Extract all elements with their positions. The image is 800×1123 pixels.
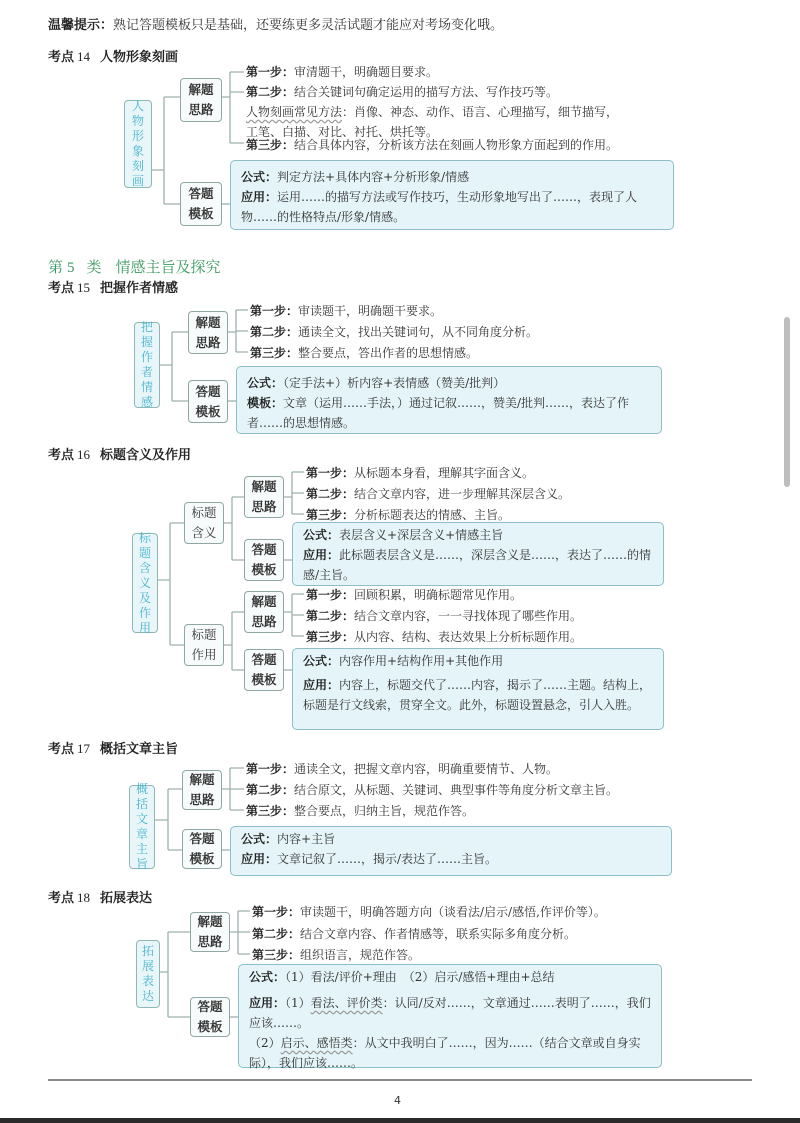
section-heading-k16 <box>48 444 191 463</box>
root-char: 象 <box>131 144 144 158</box>
category-suffix: 类 <box>86 258 102 276</box>
step-3 <box>246 136 618 153</box>
step-label: 第一步： <box>306 588 355 602</box>
node-line: 答题 <box>251 542 277 557</box>
root-char: 旨 <box>135 857 148 871</box>
formula-line <box>247 373 651 393</box>
root-char: 括 <box>135 797 148 811</box>
section-heading-k14 <box>48 46 178 65</box>
step-label: 第二步： <box>250 325 299 339</box>
apply-text: 运用……的描写方法或写作技巧，生动形象地写出了……，表现了人物……的性格特点/形象/情感。 <box>241 190 638 224</box>
root-char: 者 <box>140 365 153 379</box>
node-line: 模板 <box>251 672 277 687</box>
step-label: 第一步： <box>246 65 295 79</box>
apply-label: 应用： <box>241 190 278 204</box>
node-line: 模板 <box>195 403 221 419</box>
formula-line <box>241 167 663 187</box>
root-char: 文 <box>135 812 148 826</box>
step-1 <box>252 903 606 920</box>
heading-title: 把握作者情感 <box>100 281 179 296</box>
heading-prefix: 考点 <box>48 891 75 906</box>
root-char: 标 <box>138 530 151 545</box>
node-line: 标题 <box>191 627 217 642</box>
root-char: 画 <box>131 174 144 188</box>
root-node-k15 <box>134 322 160 408</box>
apply-text: ：认同/反对……，文章通过……表明了……，我们应该……。 <box>249 996 651 1030</box>
step-2 <box>246 781 618 798</box>
step-text: 回顾积累，明确标题常见作用。 <box>354 588 523 602</box>
step-label: 第二步： <box>252 927 301 941</box>
heading-title: 人物形象刻画 <box>100 50 179 65</box>
step-text: 通读全文，找出关键词句，从不同角度分析。 <box>298 325 539 339</box>
step-text: 审读题干，明确答题方向（谈看法/启示/感悟,作评价等）。 <box>300 905 606 919</box>
reminder-tip <box>48 14 503 33</box>
node-line: 答题 <box>197 999 223 1014</box>
category-heading <box>48 256 221 277</box>
step-label: 第一步： <box>252 905 301 919</box>
heading-number: 16 <box>77 447 91 462</box>
formula-text: （定手法+）析内容+表情感（赞美/批判） <box>283 376 506 390</box>
step-label: 第二步： <box>306 487 355 501</box>
step-1 <box>246 63 438 80</box>
node-line: 思路 <box>251 614 277 629</box>
node-line: 模板 <box>189 851 215 866</box>
node-solution-approach <box>182 770 222 810</box>
page-number: 4 <box>394 1094 401 1107</box>
step-1 <box>246 760 558 777</box>
node-title-function <box>184 624 224 666</box>
node-line: 思路 <box>189 792 215 807</box>
root-char: 义 <box>138 575 151 590</box>
root-char: 达 <box>141 989 154 1003</box>
template-box-k16-function <box>292 648 664 730</box>
root-char: 握 <box>140 335 153 349</box>
category-title: 情感主旨及探究 <box>115 258 221 276</box>
apply-text: ：从文中我明白了……，因为……（结合文章或自身实际），我们应该……。 <box>249 1036 641 1070</box>
bottom-edge <box>0 1118 800 1123</box>
apply-label: 应用： <box>241 852 278 866</box>
step-text: 结合文章内容、作者情感等，联系实际多角度分析。 <box>300 927 577 941</box>
node-line: 解题 <box>195 314 221 330</box>
root-node-k14 <box>124 100 152 188</box>
step-3 <box>250 344 478 361</box>
heading-prefix: 考点 <box>48 448 75 463</box>
root-char: 拓 <box>141 944 154 958</box>
footer-divider <box>48 1079 752 1081</box>
reminder-text: 熟记答题模板只是基础，还要练更多灵活试题才能应对考场变化哦。 <box>113 18 504 33</box>
apply-line <box>241 187 663 227</box>
apply-key: 启示、感悟类 <box>280 1036 353 1050</box>
step-label: 第三步： <box>246 138 295 152</box>
node-answer-template <box>188 380 228 423</box>
apply-label: 应用： <box>303 548 340 562</box>
formula-text: 表层含义+深层含义+情感主旨 <box>339 528 504 542</box>
step-text: 整合要点，归纳主旨，规范作答。 <box>294 804 475 818</box>
node-solution-approach <box>244 591 284 633</box>
step-2 <box>252 925 576 942</box>
root-node-k18 <box>136 940 160 1008</box>
node-solution-approach <box>180 78 222 122</box>
step-label: 第一步： <box>306 466 355 480</box>
heading-number: 17 <box>77 741 91 756</box>
heading-prefix: 考点 <box>48 281 75 296</box>
node-answer-template <box>182 829 222 869</box>
formula-label: 公式： <box>241 170 278 184</box>
step-3 <box>306 628 582 645</box>
step-text: 通读全文，把握文章内容，明确重要情节、人物。 <box>294 762 559 776</box>
root-char: 表 <box>141 974 154 988</box>
section-heading-k17 <box>48 738 178 757</box>
node-line: 答题 <box>195 383 221 399</box>
node-line: 作用 <box>191 647 217 662</box>
step-label: 第三步： <box>252 948 301 962</box>
apply-line-2 <box>249 1033 651 1073</box>
node-line: 答题 <box>188 186 214 201</box>
heading-title: 概括文章主旨 <box>100 742 179 757</box>
step-text: 整合要点，答出作者的思想情感。 <box>298 346 479 360</box>
formula-text: （1）看法/评价+理由 （2）启示/感悟+理由+总结 <box>285 970 555 984</box>
section-heading-k18 <box>48 887 152 906</box>
root-node-k16 <box>132 530 158 635</box>
node-line: 思路 <box>188 102 214 117</box>
apply-text: 文章（运用……手法，）通过记叙……，赞美/批判……，表达了作者……的思想情感。 <box>247 396 630 430</box>
apply-line <box>303 545 653 585</box>
step-text: 结合关键词句确定运用的描写方法、写作技巧等。 <box>294 85 559 99</box>
formula-text: 内容作用+结构作用+其他作用 <box>339 654 504 668</box>
node-line: 模板 <box>188 206 214 221</box>
step-text: 结合原文，从标题、关键词、典型事件等角度分析文章主旨。 <box>294 783 619 797</box>
node-line: 思路 <box>251 499 277 514</box>
apply-key: 看法、评价类 <box>310 996 383 1010</box>
formula-line <box>249 967 651 987</box>
template-box-k15 <box>236 366 662 434</box>
root-char: 物 <box>131 114 144 128</box>
step-label: 第二步： <box>246 85 295 99</box>
node-answer-template <box>244 539 284 581</box>
template-box-k14 <box>230 160 674 230</box>
root-char: 把 <box>140 320 153 334</box>
category-prefix: 第 <box>48 258 64 276</box>
step-text: 从标题本身看，理解其字面含义。 <box>354 466 535 480</box>
formula-text: 内容+主旨 <box>277 832 336 846</box>
node-line: 模板 <box>197 1019 223 1034</box>
methods-label: 人物刻画常见方法 <box>246 105 343 119</box>
root-char: 及 <box>138 590 151 605</box>
step-3 <box>306 506 510 523</box>
step-1 <box>306 586 522 603</box>
node-line: 解题 <box>197 914 223 929</box>
root-char: 情 <box>140 380 153 394</box>
apply-label: 模板： <box>247 396 284 410</box>
node-line: 解题 <box>188 82 214 97</box>
heading-number: 14 <box>77 49 91 64</box>
formula-line <box>303 525 653 545</box>
formula-line <box>303 651 653 671</box>
step-2 <box>306 485 570 502</box>
node-line: 标题 <box>191 505 217 520</box>
node-line: 答题 <box>251 652 277 667</box>
formula-label: 公式： <box>303 654 340 668</box>
formula-label: 公式： <box>249 970 286 984</box>
section-heading-k15 <box>48 277 178 296</box>
apply-prefix: （2） <box>249 1036 281 1050</box>
step-label: 第二步： <box>306 609 355 623</box>
node-line: 模板 <box>251 562 277 577</box>
root-char: 题 <box>138 545 151 560</box>
step-label: 第三步： <box>246 804 295 818</box>
root-node-k17 <box>129 782 155 871</box>
root-char: 展 <box>141 959 154 973</box>
root-char: 作 <box>140 350 153 364</box>
root-char: 概 <box>135 782 148 796</box>
node-line: 思路 <box>197 934 223 949</box>
node-solution-approach <box>190 912 230 952</box>
heading-prefix: 考点 <box>48 742 75 757</box>
step-text: 结合文章内容，进一步理解其深层含义。 <box>354 487 571 501</box>
step-label: 第二步： <box>246 783 295 797</box>
step-text: 组织语言，规范作答。 <box>300 948 421 962</box>
step-1 <box>306 464 534 481</box>
category-number: 5 <box>67 260 75 276</box>
step-label: 第三步： <box>306 630 355 644</box>
template-box-k17 <box>230 826 672 876</box>
node-line: 含义 <box>191 525 217 540</box>
node-line: 答题 <box>189 831 215 846</box>
root-char: 用 <box>138 620 151 635</box>
step-label: 第一步： <box>246 762 295 776</box>
template-box-k18 <box>238 964 662 1068</box>
step-text: 从内容、结构、表达效果上分析标题作用。 <box>354 630 583 644</box>
node-line: 解题 <box>251 479 277 494</box>
step-text: 审清题干，明确题目要求。 <box>294 65 439 79</box>
step-2 <box>250 323 538 340</box>
apply-text: 文章记叙了……，揭示/表达了……主旨。 <box>277 852 498 866</box>
node-answer-template <box>244 649 284 691</box>
node-line: 思路 <box>195 334 221 350</box>
formula-line <box>241 829 661 849</box>
methods-text: ：肖像、神态、动作、语言、心理描写，细节描写， <box>342 105 619 119</box>
step-text: 结合文章内容，一一寻找体现了哪些作用。 <box>354 609 583 623</box>
apply-line <box>303 675 653 715</box>
apply-text: 此标题表层含义是……，深层含义是……，表达了……的情感/主旨。 <box>303 548 652 582</box>
heading-number: 18 <box>77 890 91 905</box>
node-line: 解题 <box>251 594 277 609</box>
root-char: 形 <box>131 129 144 143</box>
node-title-meaning <box>184 502 224 544</box>
apply-line-1 <box>249 993 651 1033</box>
methods-text: 工笔、白描、对比、衬托、烘托等。 <box>246 125 439 139</box>
node-line: 解题 <box>189 772 215 787</box>
step-text: 审读题干，明确题干要求。 <box>298 304 443 318</box>
apply-label: 应用： <box>303 678 340 692</box>
step-1 <box>250 302 442 319</box>
root-char: 人 <box>131 99 144 113</box>
apply-label: 应用： <box>249 996 286 1010</box>
step-label: 第三步： <box>250 346 299 360</box>
root-char: 主 <box>135 842 148 856</box>
heading-prefix: 考点 <box>48 50 75 65</box>
formula-text: 判定方法+具体内容+分析形象/情感 <box>277 170 470 184</box>
step-3 <box>246 802 474 819</box>
scrollbar-thumb[interactable] <box>784 317 790 487</box>
step-2 <box>246 83 558 100</box>
root-char: 含 <box>138 560 151 575</box>
heading-title: 标题含义及作用 <box>100 448 192 463</box>
step-label: 第三步： <box>306 508 355 522</box>
step-label: 第一步： <box>250 304 299 318</box>
node-answer-template <box>190 997 230 1037</box>
heading-title: 拓展表达 <box>100 891 153 906</box>
root-char: 感 <box>140 395 153 409</box>
apply-text: 内容上，标题交代了……内容，揭示了……主题。结构上，标题是行文线索，贯穿全文。此外，标题设置悬念，引人入胜。 <box>303 678 652 712</box>
template-box-k16-meaning <box>292 522 664 586</box>
methods-line-1 <box>246 103 618 120</box>
step-text: 结合具体内容，分析该方法在刻画人物形象方面起到的作用。 <box>294 138 619 152</box>
step-2 <box>306 607 582 624</box>
apply-prefix: （1） <box>285 996 311 1010</box>
root-char: 作 <box>138 605 151 620</box>
formula-label: 公式： <box>247 376 284 390</box>
apply-line <box>247 393 651 433</box>
node-solution-approach <box>244 476 284 518</box>
node-answer-template <box>180 182 222 226</box>
formula-label: 公式： <box>303 528 340 542</box>
apply-line <box>241 849 661 869</box>
reminder-label: 温馨提示： <box>48 18 114 33</box>
root-char: 刻 <box>131 159 144 173</box>
node-solution-approach <box>188 311 228 354</box>
step-3 <box>252 946 420 963</box>
formula-label: 公式： <box>241 832 278 846</box>
root-char: 章 <box>135 827 148 841</box>
heading-number: 15 <box>77 280 91 295</box>
step-text: 分析标题表达的情感、主旨。 <box>354 508 511 522</box>
